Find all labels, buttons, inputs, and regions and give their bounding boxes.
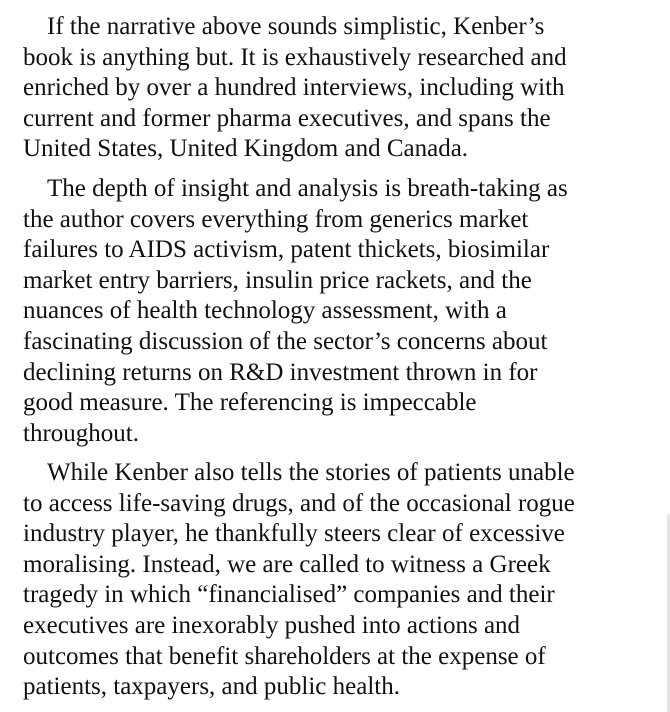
text-line: current and former pharma executives, and spans the [23, 104, 551, 132]
text-line: outcomes that benefit shareholders at the expense of [23, 642, 546, 670]
paragraph-2 [23, 174, 568, 449]
paragraph-3 [23, 458, 575, 703]
text-line: executives are inexorably pushed into actions and [23, 611, 521, 639]
text-line: United States, United Kingdom and Canada. [23, 135, 469, 163]
text-line: failures to AIDS activism, patent thickets, biosimilar [23, 236, 550, 264]
text-line: tragedy in which “financialised” companies and their [23, 581, 555, 609]
text-line: the author covers everything from generics market [23, 205, 529, 233]
text-line: declining returns on R&D investment thrown in for [23, 358, 538, 386]
text-line: to access life-saving drugs, and of the occasional rogue [23, 489, 575, 517]
text-line: enriched by over a hundred interviews, including with [23, 74, 565, 102]
text-line: While Kenber also tells the stories of patients unable [47, 459, 575, 486]
text-line: fascinating discussion of the sector’s concerns about [23, 327, 548, 355]
text-line: The depth of insight and analysis is breath-taking as [47, 175, 568, 202]
text-line: nuances of health technology assessment, with a [23, 297, 507, 325]
text-line: book is anything but. It is exhaustively researched and [23, 43, 567, 71]
text-line: moralising. Instead, we are called to witness a Greek [23, 550, 551, 578]
text-line: market entry barriers, insulin price rackets, and the [23, 266, 532, 294]
text-line: throughout. [23, 419, 139, 447]
text-line: industry player, he thankfully steers clear of excessive [23, 520, 565, 548]
text-line: If the narrative above sounds simplistic, Kenber’s [47, 13, 545, 40]
text-line: good measure. The referencing is impeccable [23, 389, 477, 417]
paragraph-1 [23, 12, 567, 165]
text-line: patients, taxpayers, and public health. [23, 673, 400, 701]
